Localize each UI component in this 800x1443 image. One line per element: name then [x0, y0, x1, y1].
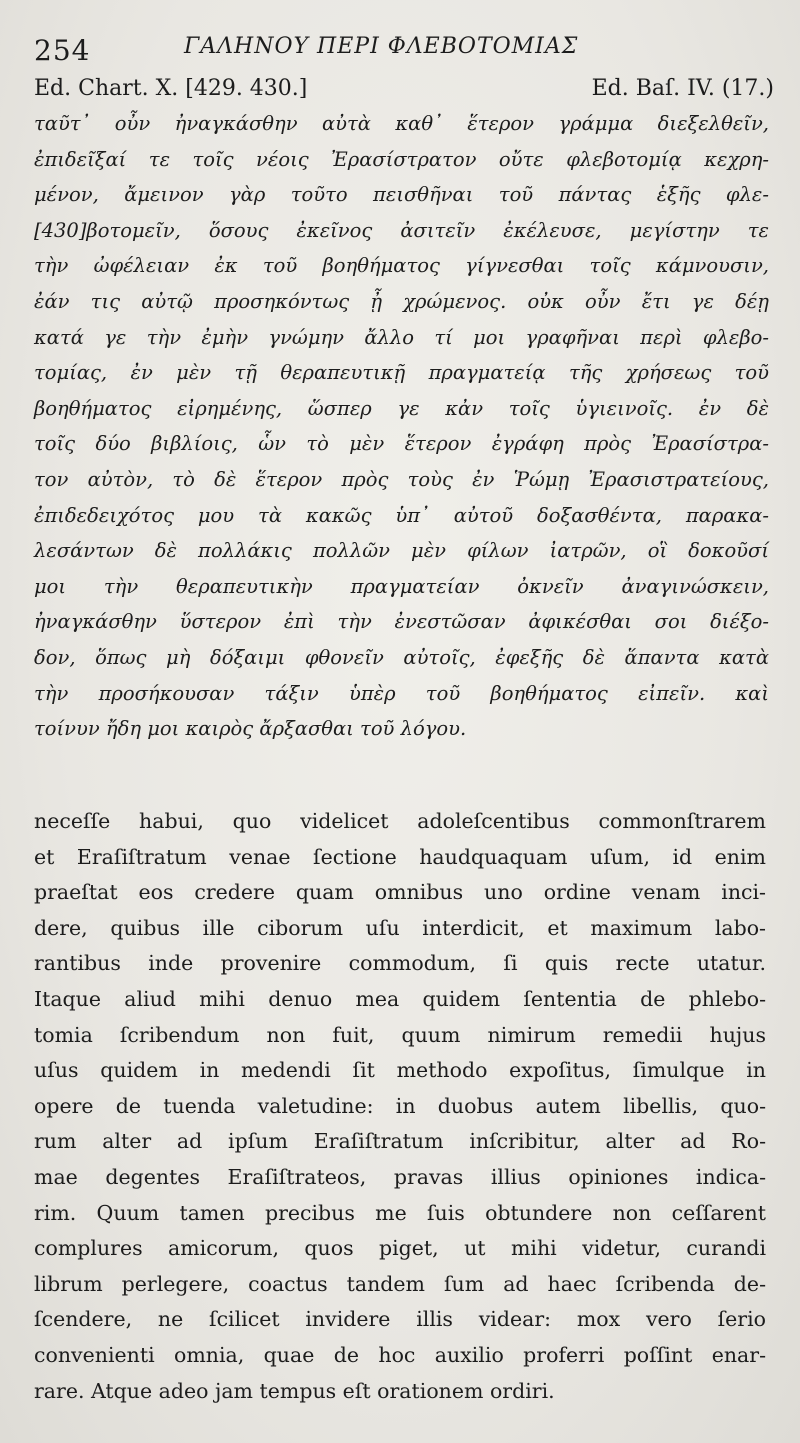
- greek-text-line: λεσάντων δὲ πολλάκις πολλῶν μὲν φίλων ἰατρῶν, οἳ δοκοῦσί: [34, 539, 769, 563]
- latin-text-line: et Eraſiſtratum venae ſectione haudquaquam uſum, id enim: [34, 844, 766, 869]
- latin-text-line: ſcendere, ne ſcilicet invidere illis videar: mox vero ſerio: [34, 1307, 766, 1332]
- edition-references: [34, 76, 774, 110]
- greek-text-line: τὴν προσήκουσαν τάξιν ὑπὲρ τοῦ βοηθήματος εἰπεῖν. καὶ: [34, 681, 769, 705]
- greek-text-line: τον αὐτὸν, τὸ δὲ ἕτερον πρὸς τοὺς ἐν Ῥώμῃ Ἐρασιστρατείους,: [34, 467, 769, 491]
- greek-text-line: ἐπιδεδειχότος μου τὰ κακῶς ὑπ᾽ αὐτοῦ δοξασθέντα, παρακα-: [34, 503, 769, 527]
- greek-text-line: ταῦτ᾽ οὖν ἠναγκάσθην αὐτὰ καθ᾽ ἕτερον γράμμα διεξελθεῖν,: [34, 112, 769, 135]
- latin-text-line: rum alter ad ipſum Eraſiſtratum inſcribitur, alter ad Ro-: [34, 1129, 766, 1154]
- edition-reference-right: Ed. Baſ. IV. (17.): [591, 76, 774, 101]
- latin-text-line: neceſſe habui, quo videlicet adoleſcentibus commonſtrarem: [34, 809, 766, 833]
- greek-text-line: τοίνυν ἤδη μοι καιρὸς ἄρξασθαι τοῦ λόγου.: [34, 717, 467, 741]
- latin-text-line: uſus quidem in medendi ſit methodo expoſitus, ſimulque in: [34, 1058, 766, 1083]
- latin-text-line: praeſtat eos credere quam omnibus uno ordine venam inci-: [34, 880, 766, 905]
- latin-text-block: [34, 804, 766, 1409]
- greek-text-line: κατά γε τὴν ἐμὴν γνώμην ἄλλο τί μοι γραφῆναι περὶ φλεβο-: [34, 325, 769, 349]
- latin-text-line: dere, quibus ille ciborum uſu interdicit, et maximum labo-: [34, 915, 766, 940]
- latin-text-line: mae degentes Eraſiſtrateos, pravas illius opiniones indica-: [34, 1164, 766, 1189]
- greek-text-line: τοῖς δύο βιβλίοις, ὧν τὸ μὲν ἕτερον ἐγράφη πρὸς Ἐρασίστρα-: [34, 432, 769, 456]
- greek-text-line: ἐάν τις αὐτῷ προσηκόντως ᾖ χρώμενος. οὐκ οὖν ἔτι γε δέῃ: [34, 289, 769, 313]
- latin-text-line: rare. Atque adeo jam tempus eſt orationem ordiri.: [34, 1378, 555, 1403]
- greek-text-block: [34, 106, 769, 747]
- greek-text-line: τομίας, ἐν μὲν τῇ θεραπευτικῇ πραγματείᾳ τῆς χρήσεως τοῦ: [34, 361, 769, 385]
- greek-text-line: τὴν ὠφέλειαν ἐκ τοῦ βοηθήματος γίγνεσθαι τοῖς κάμνουσιν,: [34, 254, 769, 278]
- greek-text-line: δον, ὅπως μὴ δόξαιμι φθονεῖν αὐτοῖς, ἐφεξῆς δὲ ἅπαντα κατὰ: [34, 645, 769, 669]
- greek-text-line: ἐπιδεῖξαί τε τοῖς νέοις Ἐρασίστρατον οὔτε φλεβοτομίᾳ κεχρη-: [34, 147, 769, 171]
- greek-text-line: ἠναγκάσθην ὕστερον ἐπὶ τὴν ἐνεστῶσαν ἀφικέσθαι σοι διέξο-: [34, 610, 769, 634]
- running-title: ΓΑΛΗΝΟΥ ΠΕΡΙ ΦΛΕΒΟΤΟΜΙΑΣ: [184, 34, 579, 59]
- latin-text-line: tomia ſcribendum non fuit, quum nimirum remedii hujus: [34, 1022, 766, 1047]
- page-header: [34, 28, 774, 68]
- latin-text-line: Itaque aliud mihi denuo mea quidem ſententia de phlebo-: [34, 986, 766, 1011]
- greek-text-line: μοι τὴν θεραπευτικὴν πραγματείαν ὀκνεῖν ἀναγινώσκειν,: [34, 574, 769, 598]
- greek-text-line: μένον, ἄμεινον γὰρ τοῦτο πεισθῆναι τοῦ πάντας ἑξῆς φλε-: [34, 183, 769, 207]
- latin-text-line: convenienti omnia, quae de hoc auxilio proferri poſſint enar-: [34, 1342, 766, 1367]
- greek-text-line: [430]βοτομεῖν, ὅσους ἐκεῖνος ἀσιτεῖν ἐκέλευσε, μεγίστην τε: [34, 218, 769, 242]
- latin-text-line: librum perlegere, coactus tandem ſum ad haec ſcribenda de-: [34, 1271, 766, 1296]
- edition-reference-left: Ed. Chart. X. [429. 430.]: [34, 76, 308, 101]
- latin-text-line: rim. Quum tamen precibus me ſuis obtundere non ceſſarent: [34, 1200, 766, 1225]
- latin-text-line: rantibus inde provenire commodum, ſi quis recte utatur.: [34, 951, 766, 976]
- latin-text-line: opere de tuenda valetudine: in duobus autem libellis, quo-: [34, 1093, 766, 1118]
- latin-text-line: complures amicorum, quos piget, ut mihi videtur, curandi: [34, 1236, 766, 1261]
- greek-text-line: βοηθήματος εἰρημένης, ὥσπερ γε κἀν τοῖς ὑγιεινοῖς. ἐν δὲ: [34, 396, 769, 420]
- page-number: 254: [34, 34, 91, 67]
